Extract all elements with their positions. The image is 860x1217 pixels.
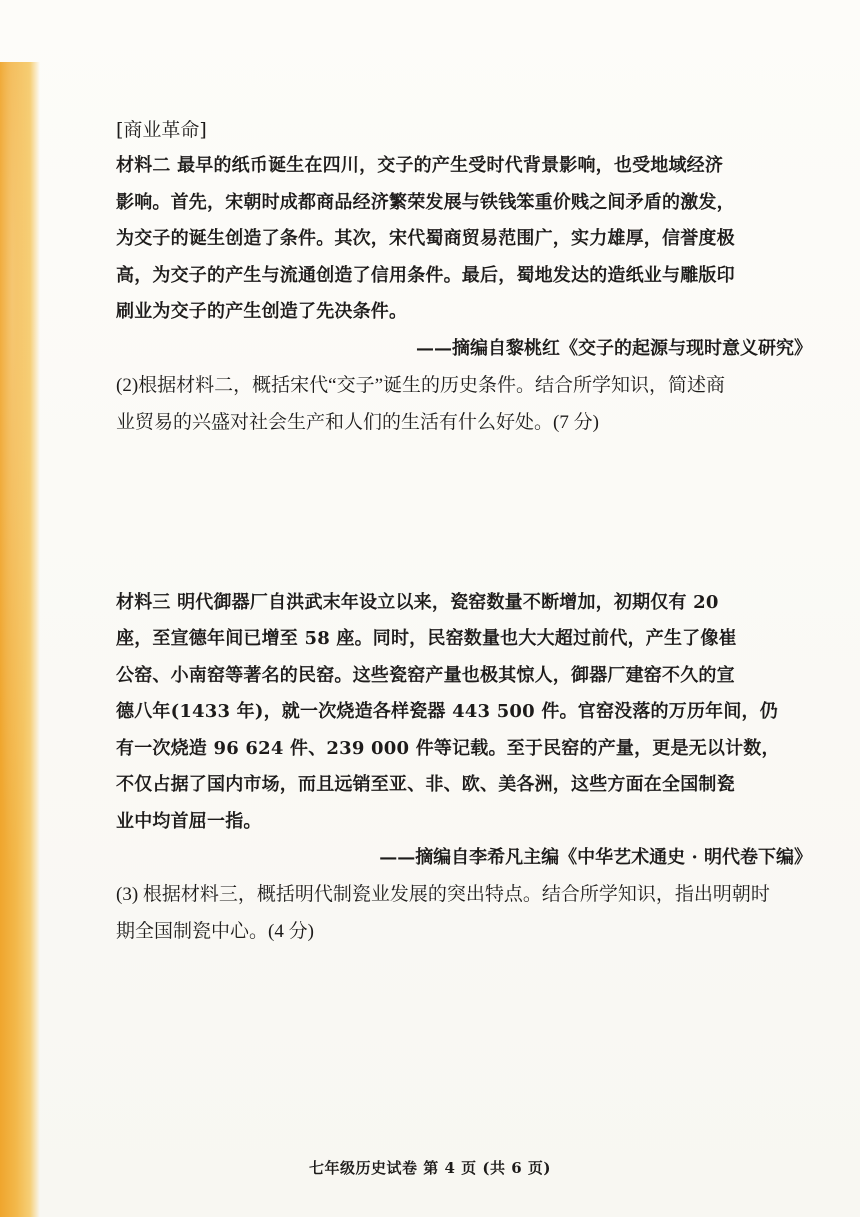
material-3-source: ——摘编自李希凡主编《中华艺术通史 · 明代卷下编》 — [379, 847, 812, 868]
material-2-source: ——摘编自黎桃红《交子的起源与现时意义研究》 — [416, 337, 812, 359]
material-3-line: 有一次烧造 96 624 件、239 000 件等记载。至于民窑的产量，更是无以计数， — [116, 737, 780, 759]
material-3-line: 不仅占据了国内市场，而且远销至亚、非、欧、美各洲，这些方面在全国制瓷 — [116, 774, 735, 795]
question-3 — [116, 876, 818, 950]
material-3-line: 德八年(1433 年)，就一次烧造各样瓷器 443 500 件。官窑没落的万历年间，仍 — [116, 701, 778, 722]
material-2-line: 材料二 最早的纸币诞生在四川，交子的产生受时代背景影响，也受地域经济 — [116, 155, 724, 176]
page-footer: 七年级历史试卷 第 4 页 (共 6 页) — [309, 1159, 551, 1177]
material-2-line: 为交子的诞生创造了条件。其次，宋代蜀商贸易范围广，实力雄厚，信誉度极 — [116, 228, 735, 249]
material-2 — [116, 148, 818, 367]
material-2-line: 刷业为交子的产生创造了先决条件。 — [116, 301, 408, 322]
material-3 — [116, 585, 818, 877]
page-content — [116, 112, 818, 950]
question-2-line: (2)根据材料二，概括宋代“交子”诞生的历史条件。结合所学知识，简述商 — [116, 374, 726, 396]
answer-space — [116, 441, 818, 585]
material-3-line: 座，至宣德年间已增至 58 座。同时，民窑数量也大大超过前代，产生了像崔 — [116, 628, 737, 649]
question-2-line: 业贸易的兴盛对社会生产和人们的生活有什么好处。(7 分) — [116, 411, 599, 433]
material-3-line: 公窑、小南窑等著名的民窑。这些瓷窑产量也极其惊人，御器厂建窑不久的宣 — [116, 664, 735, 686]
page-edge-shadow — [0, 62, 40, 1217]
material-3-line: 材料三 明代御器厂自洪武末年设立以来，瓷窑数量不断增加，初期仅有 20 — [116, 591, 719, 613]
section-title: [商业革命] — [116, 119, 207, 141]
material-2-line: 高，为交子的产生与流通创造了信用条件。最后，蜀地发达的造纸业与雕版印 — [116, 264, 735, 286]
material-3-line: 业中均首屈一指。 — [116, 810, 262, 832]
material-2-line: 影响。首先，宋朝时成都商品经济繁荣发展与铁钱笨重价贱之间矛盾的激发， — [116, 191, 735, 213]
question-2 — [116, 367, 818, 441]
question-3-line: 期全国制瓷中心。(4 分) — [116, 921, 314, 942]
question-3-line: (3) 根据材料三，概括明代制瓷业发展的突出特点。结合所学知识，指出明朝时 — [116, 884, 770, 905]
